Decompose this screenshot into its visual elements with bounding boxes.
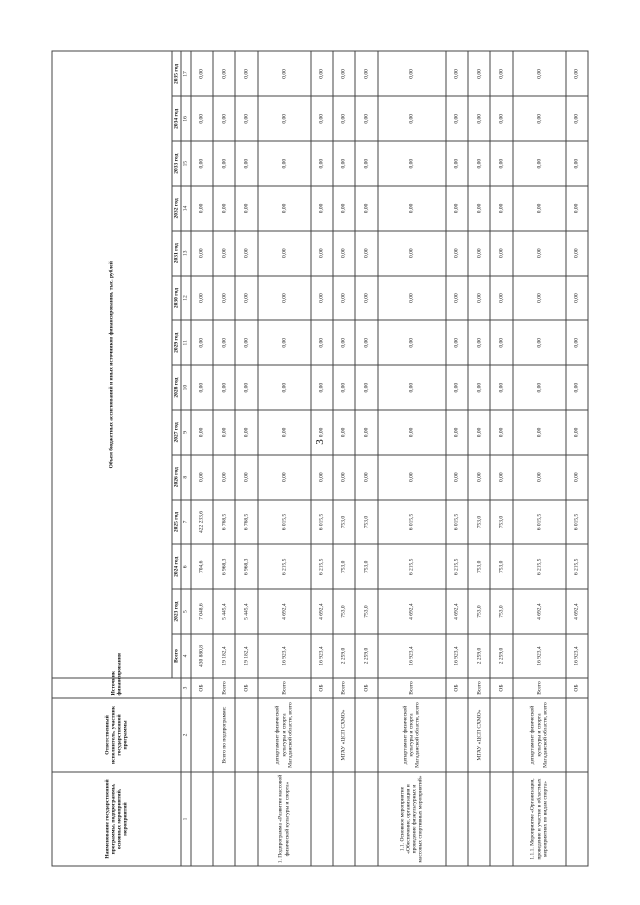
header-year: 2026 год [172, 455, 181, 500]
row-value: 753,0 [490, 589, 512, 634]
row-value: 0,00 [355, 96, 377, 141]
row-value: 0,00 [355, 276, 377, 321]
header-year: 2030 год [172, 276, 181, 321]
row-value: 6 768,5 [235, 500, 257, 545]
row-value: 0,00 [235, 96, 257, 141]
row-value: 0,00 [235, 186, 257, 231]
row-source: Всего [468, 678, 490, 698]
row-executor [490, 698, 512, 772]
row-value: 0,00 [333, 96, 355, 141]
row-source: ОБ [235, 678, 257, 698]
row-value: 753,0 [333, 500, 355, 545]
row-name [490, 772, 512, 866]
row-value: 6 215,5 [311, 544, 333, 589]
row-value: 0,00 [378, 365, 446, 410]
row-value: 0,00 [468, 455, 490, 500]
row-value: 0,00 [213, 186, 235, 231]
row-value: 0,00 [311, 455, 333, 500]
row-source: ОБ [311, 678, 333, 698]
row-value: 0,00 [378, 320, 446, 365]
row-value: 0,00 [446, 320, 468, 365]
row-name [355, 772, 377, 866]
index-cell: 4 [181, 634, 190, 678]
row-value: 0,00 [513, 455, 566, 500]
index-cell: 15 [181, 141, 190, 186]
row-value: 7 048,6 [191, 589, 213, 634]
index-cell: 6 [181, 544, 190, 589]
row-value: 0,00 [191, 276, 213, 321]
row-value: 0,00 [490, 186, 512, 231]
row-value: 0,00 [333, 231, 355, 276]
row-value: 0,00 [191, 410, 213, 455]
row-value: 0,00 [258, 320, 311, 365]
row-value: 0,00 [258, 186, 311, 231]
row-name: 1.1.1. Мероприятие «Организация, проведение и участие в областных мероприятиях по видам спорта» [513, 772, 566, 866]
row-value: 0,00 [446, 410, 468, 455]
row-value: 0,00 [566, 231, 588, 276]
row-source: Всего [258, 678, 311, 698]
index-cell: 11 [181, 320, 190, 365]
row-source: Всего [378, 678, 446, 698]
row-value: 6 215,5 [513, 544, 566, 589]
row-value: 0,00 [258, 365, 311, 410]
row-value: 0,00 [513, 365, 566, 410]
row-value: 0,00 [468, 96, 490, 141]
row-value: 0,00 [213, 51, 235, 96]
header-year: 2027 год [172, 410, 181, 455]
row-value: 0,00 [213, 141, 235, 186]
row-value: 0,00 [355, 186, 377, 231]
row-value: 6 015,5 [566, 500, 588, 545]
row-value: 0,00 [378, 231, 446, 276]
row-value: 0,00 [355, 320, 377, 365]
row-value: 0,00 [213, 96, 235, 141]
row-value: 753,0 [355, 544, 377, 589]
row-value: 0,00 [311, 141, 333, 186]
row-value: 753,0 [490, 500, 512, 545]
row-value: 0,00 [566, 186, 588, 231]
row-value: 0,00 [213, 231, 235, 276]
table-row [311, 51, 333, 866]
row-value: 0,00 [566, 96, 588, 141]
table-row [468, 51, 490, 866]
row-value: 0,00 [355, 51, 377, 96]
row-value: 0,00 [333, 320, 355, 365]
row-value: 0,00 [378, 455, 446, 500]
row-value: 0,00 [490, 410, 512, 455]
row-value: 6 015,5 [258, 500, 311, 545]
row-value: 0,00 [513, 141, 566, 186]
row-value: 4 692,4 [311, 589, 333, 634]
index-cell: 14 [181, 186, 190, 231]
header-year: 2034 год [172, 96, 181, 141]
row-value: 0,00 [566, 365, 588, 410]
row-value: 0,00 [513, 96, 566, 141]
row-value: 753,0 [468, 589, 490, 634]
rotated-table-wrapper [52, 52, 589, 867]
row-value: 0,00 [311, 410, 333, 455]
row-value: 16 923,4 [378, 634, 446, 678]
row-executor [355, 698, 377, 772]
row-executor [446, 698, 468, 772]
header-executor: Ответственный исполнитель, участник государственной программы [52, 698, 181, 772]
row-value: 0,00 [213, 320, 235, 365]
row-value: 0,00 [446, 231, 468, 276]
index-cell: 3 [181, 678, 190, 698]
row-value: 753,0 [468, 500, 490, 545]
row-executor [191, 698, 213, 772]
row-executor: департамент физической культуры и спорта Магаданской области, всего [258, 698, 311, 772]
row-value: 4 692,4 [378, 589, 446, 634]
page-number: 3 [314, 439, 326, 445]
row-value: 2 259,0 [355, 634, 377, 678]
row-value: 0,00 [191, 365, 213, 410]
row-value: 0,00 [191, 320, 213, 365]
row-value: 16 923,4 [258, 634, 311, 678]
row-value: 6 015,5 [513, 500, 566, 545]
header-year: 2023 год [172, 589, 181, 634]
row-value: 0,00 [468, 365, 490, 410]
row-value: 19 182,4 [213, 634, 235, 678]
header-funding-group: Объем бюджетных ассигнований и иных источников финансирования, тыс. рублей [52, 51, 172, 678]
row-value: 0,00 [446, 141, 468, 186]
row-value: 16 923,4 [566, 634, 588, 678]
header-source: Источник финансирования [52, 678, 181, 698]
row-name [566, 772, 588, 866]
row-value: 753,0 [490, 544, 512, 589]
row-source: ОБ [490, 678, 512, 698]
row-source: Всего [513, 678, 566, 698]
row-value: 0,00 [355, 141, 377, 186]
header-year: 2033 год [172, 141, 181, 186]
funding-table [52, 51, 589, 867]
row-value: 0,00 [468, 410, 490, 455]
row-value: 0,00 [333, 365, 355, 410]
row-name [235, 772, 257, 866]
index-cell: 13 [181, 231, 190, 276]
header-year: 2032 год [172, 186, 181, 231]
row-executor: департамент физической культуры и спорта Магаданской области, всего [378, 698, 446, 772]
row-value: 0,00 [311, 51, 333, 96]
row-value: 5 445,4 [235, 589, 257, 634]
row-value: 0,00 [378, 276, 446, 321]
row-name [468, 772, 490, 866]
row-value: 0,00 [258, 51, 311, 96]
header-name: Наименование государственной программы, подпрограммы, основных мероприятий, мероприятий [52, 772, 181, 866]
row-value: 0,00 [235, 455, 257, 500]
row-value: 753,0 [355, 500, 377, 545]
row-value: 19 182,4 [235, 634, 257, 678]
row-source: ОБ [191, 678, 213, 698]
row-value: 0,00 [468, 141, 490, 186]
row-value: 0,00 [311, 186, 333, 231]
row-value: 0,00 [258, 276, 311, 321]
row-value: 6 015,5 [311, 500, 333, 545]
index-cell: 10 [181, 365, 190, 410]
row-value: 0,00 [566, 455, 588, 500]
row-name [311, 772, 333, 866]
row-value: 0,00 [566, 51, 588, 96]
table-row [446, 51, 468, 866]
row-value: 0,00 [355, 410, 377, 455]
row-value: 0,00 [446, 455, 468, 500]
row-value: 0,00 [513, 410, 566, 455]
row-value: 0,00 [235, 365, 257, 410]
row-value: 0,00 [213, 455, 235, 500]
row-value: 0,00 [378, 141, 446, 186]
row-value: 0,00 [566, 410, 588, 455]
row-name [333, 772, 355, 866]
row-value: 0,00 [566, 141, 588, 186]
row-value: 0,00 [513, 320, 566, 365]
row-value: 6 015,5 [446, 500, 468, 545]
row-value: 0,00 [213, 365, 235, 410]
row-value: 0,00 [355, 231, 377, 276]
row-value: 4 692,4 [513, 589, 566, 634]
row-name [191, 772, 213, 866]
row-value: 0,00 [235, 51, 257, 96]
row-name [446, 772, 468, 866]
row-value: 5 445,4 [213, 589, 235, 634]
row-value: 0,00 [311, 320, 333, 365]
row-value: 0,00 [378, 96, 446, 141]
row-value: 0,00 [513, 276, 566, 321]
row-value: 0,00 [191, 96, 213, 141]
table-row [258, 51, 311, 866]
index-cell: 12 [181, 276, 190, 321]
row-value: 0,00 [333, 51, 355, 96]
row-value: 0,00 [213, 410, 235, 455]
row-source: Всего [213, 678, 235, 698]
row-executor: департамент физической культуры и спорта Магаданской области, всего [513, 698, 566, 772]
table-row [235, 51, 257, 866]
row-value: 4 692,4 [446, 589, 468, 634]
row-value: 6 215,5 [446, 544, 468, 589]
row-value: 0,00 [446, 276, 468, 321]
row-value: 0,00 [378, 51, 446, 96]
header-year: 2029 год [172, 320, 181, 365]
row-value: 0,00 [446, 51, 468, 96]
row-value: 0,00 [468, 320, 490, 365]
index-cell: 7 [181, 500, 190, 545]
row-value: 0,00 [468, 231, 490, 276]
row-value: 0,00 [258, 96, 311, 141]
row-value: 0,00 [333, 410, 355, 455]
index-cell: 1 [181, 772, 190, 866]
row-value: 0,00 [235, 410, 257, 455]
row-value: 0,00 [378, 410, 446, 455]
row-value: 6 968,3 [235, 544, 257, 589]
row-executor: Всего по подпрограмме: [213, 698, 235, 772]
row-executor: МГАУ «ЦСП СХМО» [333, 698, 355, 772]
row-executor [566, 698, 588, 772]
table-row [566, 51, 588, 866]
row-value: 4 692,4 [258, 589, 311, 634]
row-name: 1.1. Основное мероприятие «Обеспечение, организация и проведение физкультурных и массовых спортивных мероприятий» [378, 772, 446, 866]
table-row [333, 51, 355, 866]
row-value: 0,00 [490, 231, 512, 276]
row-value: 16 923,4 [513, 634, 566, 678]
index-cell: 5 [181, 589, 190, 634]
row-value: 0,00 [490, 51, 512, 96]
row-value: 0,00 [490, 320, 512, 365]
header-year: 2031 год [172, 231, 181, 276]
header-total: Всего [172, 634, 181, 678]
row-value: 430 880,8 [191, 634, 213, 678]
header-year: 2025 год [172, 500, 181, 545]
table-body [191, 51, 588, 866]
index-cell: 9 [181, 410, 190, 455]
row-value: 753,0 [355, 589, 377, 634]
row-value: 753,0 [333, 544, 355, 589]
row-source: ОБ [355, 678, 377, 698]
table-row [213, 51, 235, 866]
row-value: 0,00 [333, 455, 355, 500]
row-value: 0,00 [258, 231, 311, 276]
row-value: 753,0 [333, 589, 355, 634]
header-row [52, 51, 172, 866]
row-value: 0,00 [235, 320, 257, 365]
row-value: 6 768,5 [213, 500, 235, 545]
row-value: 6 215,5 [566, 544, 588, 589]
row-value: 0,00 [333, 276, 355, 321]
row-value: 6 015,5 [378, 500, 446, 545]
row-executor [311, 698, 333, 772]
index-row [181, 51, 190, 866]
row-value: 0,00 [468, 276, 490, 321]
row-source: ОБ [566, 678, 588, 698]
row-value: 0,00 [258, 455, 311, 500]
row-executor: МГАУ «ЦСП СХМО» [468, 698, 490, 772]
row-executor [235, 698, 257, 772]
row-value: 0,00 [446, 365, 468, 410]
row-value: 0,00 [311, 365, 333, 410]
row-value: 0,00 [468, 186, 490, 231]
index-cell: 2 [181, 698, 190, 772]
row-value: 422 233,6 [191, 500, 213, 545]
table-row [355, 51, 377, 866]
row-value: 0,00 [235, 231, 257, 276]
row-value: 0,00 [490, 455, 512, 500]
table-row [513, 51, 566, 866]
row-value: 0,00 [333, 186, 355, 231]
row-value: 0,00 [490, 365, 512, 410]
row-value: 2 259,0 [468, 634, 490, 678]
row-name [213, 772, 235, 866]
row-value: 0,00 [566, 320, 588, 365]
row-value: 0,00 [191, 51, 213, 96]
row-value: 0,00 [355, 455, 377, 500]
row-value: 0,00 [213, 276, 235, 321]
row-value: 753,0 [468, 544, 490, 589]
row-value: 0,00 [566, 276, 588, 321]
index-cell: 8 [181, 455, 190, 500]
header-year: 2035 год [172, 51, 181, 96]
row-value: 0,00 [311, 231, 333, 276]
row-value: 704,6 [191, 544, 213, 589]
row-value: 0,00 [258, 141, 311, 186]
row-value: 0,00 [191, 231, 213, 276]
row-value: 0,00 [446, 186, 468, 231]
row-name: 1. Подпрограмма «Развитие массовой физической культуры и спорта» [258, 772, 311, 866]
table-row [191, 51, 213, 866]
row-value: 0,00 [513, 51, 566, 96]
row-value: 0,00 [258, 410, 311, 455]
row-value: 6 215,5 [258, 544, 311, 589]
row-value: 0,00 [191, 186, 213, 231]
row-value: 16 923,4 [311, 634, 333, 678]
row-value: 0,00 [191, 141, 213, 186]
index-cell: 16 [181, 96, 190, 141]
header-year: 2028 год [172, 365, 181, 410]
row-value: 0,00 [235, 276, 257, 321]
row-value: 0,00 [490, 96, 512, 141]
index-cell: 17 [181, 51, 190, 96]
row-value: 0,00 [490, 276, 512, 321]
row-value: 0,00 [378, 186, 446, 231]
table-row [378, 51, 446, 866]
row-value: 6 968,3 [213, 544, 235, 589]
row-value: 0,00 [513, 231, 566, 276]
row-value: 2 259,0 [333, 634, 355, 678]
row-value: 6 215,5 [378, 544, 446, 589]
row-source: Всего [333, 678, 355, 698]
row-value: 0,00 [311, 96, 333, 141]
row-value: 0,00 [311, 276, 333, 321]
row-value: 0,00 [235, 141, 257, 186]
row-value: 16 923,4 [446, 634, 468, 678]
row-value: 0,00 [333, 141, 355, 186]
row-value: 0,00 [446, 96, 468, 141]
row-value: 0,00 [355, 365, 377, 410]
row-value: 0,00 [468, 51, 490, 96]
table-row [490, 51, 512, 866]
header-year: 2024 год [172, 544, 181, 589]
row-value: 0,00 [490, 141, 512, 186]
row-value: 2 259,0 [490, 634, 512, 678]
row-value: 0,00 [513, 186, 566, 231]
row-source: ОБ [446, 678, 468, 698]
row-value: 4 692,4 [566, 589, 588, 634]
row-value: 0,00 [191, 455, 213, 500]
